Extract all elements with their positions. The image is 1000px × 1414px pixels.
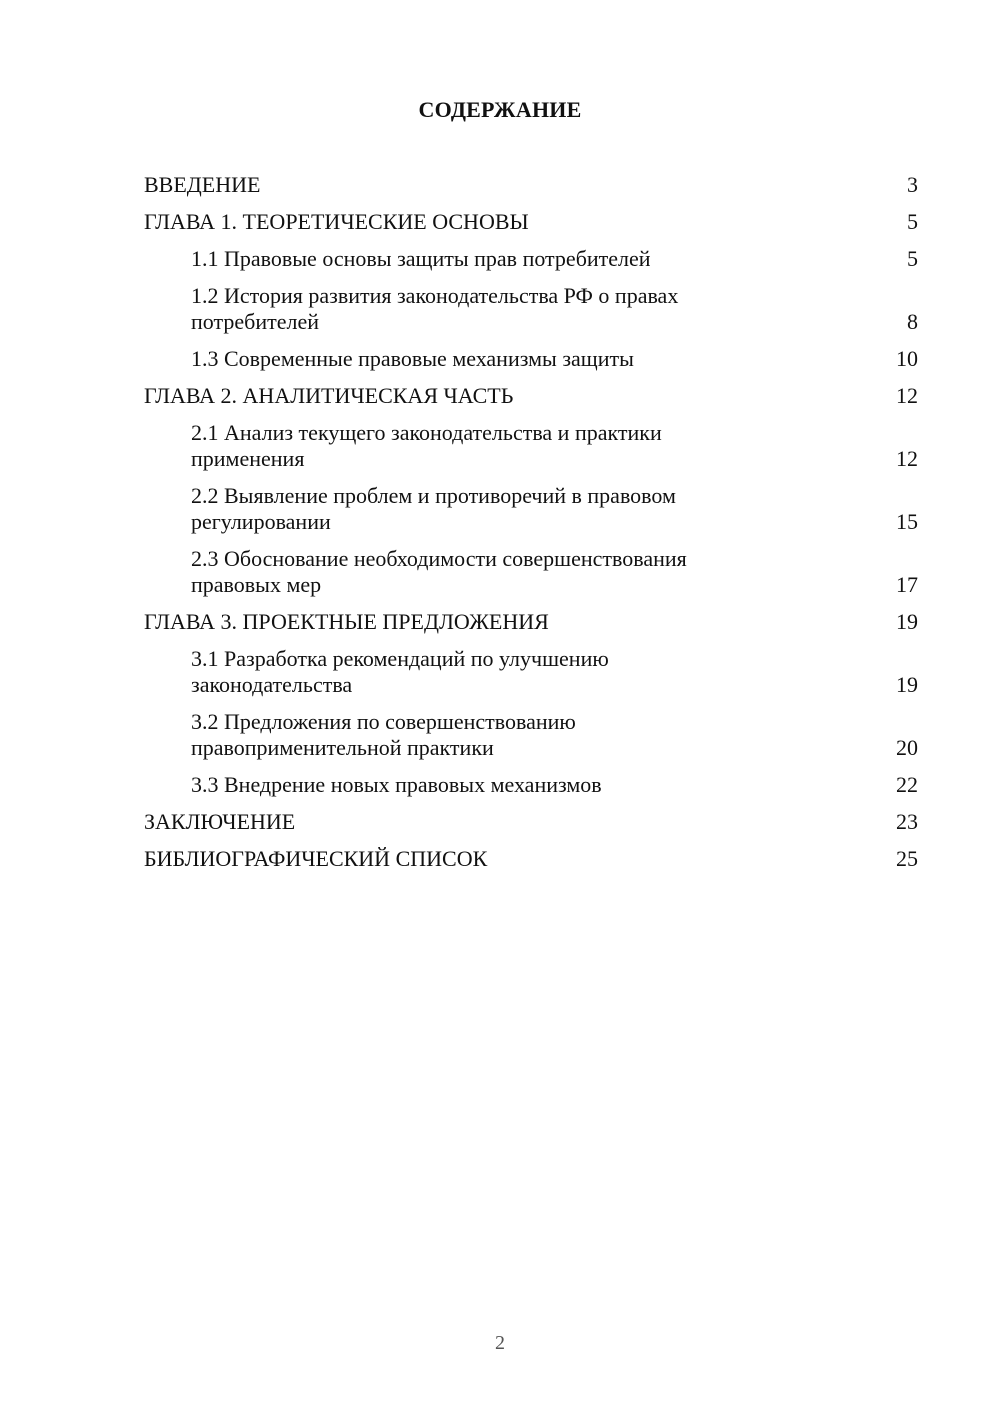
toc-entry-page: 5	[907, 209, 918, 234]
toc-section-entry	[144, 705, 918, 768]
toc-entry-title: 1.1 Правовые основы защиты прав потребителей	[191, 246, 651, 271]
toc-entry-title: 2.1 Анализ текущего законодательства и практики применения	[191, 420, 662, 471]
table-of-contents	[144, 168, 918, 879]
toc-entry-title: 3.1 Разработка рекомендаций по улучшению законодательства	[191, 646, 609, 697]
toc-entry-title: 3.2 Предложения по совершенствованию правоприменительной практики	[191, 709, 576, 760]
toc-entry-page: 3	[907, 172, 918, 197]
toc-chapter-entry	[144, 205, 918, 242]
toc-section-entry	[144, 416, 918, 479]
toc-entry-page: 5	[907, 246, 918, 271]
toc-chapter-entry	[144, 805, 918, 842]
toc-section-entry	[144, 279, 918, 342]
toc-entry-page: 19	[896, 672, 918, 697]
toc-entry-title: 1.2 История развития законодательства РФ о правах потребителей	[191, 283, 679, 334]
toc-entry-page: 20	[896, 735, 918, 760]
toc-chapter-entry	[144, 605, 918, 642]
toc-entry-title: ЗАКЛЮЧЕНИЕ	[144, 809, 296, 834]
toc-entry-page: 17	[896, 572, 918, 597]
toc-entry-page: 25	[896, 846, 918, 871]
toc-chapter-entry	[144, 842, 918, 879]
toc-entry-page: 10	[896, 346, 918, 371]
toc-entry-title: ГЛАВА 2. АНАЛИТИЧЕСКАЯ ЧАСТЬ	[144, 383, 514, 408]
toc-entry-title: ВВЕДЕНИЕ	[144, 172, 261, 197]
toc-entry-title: БИБЛИОГРАФИЧЕСКИЙ СПИСОК	[144, 846, 488, 871]
toc-entry-title: ГЛАВА 3. ПРОЕКТНЫЕ ПРЕДЛОЖЕНИЯ	[144, 609, 549, 634]
toc-chapter-entry	[144, 379, 918, 416]
toc-section-entry	[144, 479, 918, 542]
toc-chapter-entry	[144, 168, 918, 205]
toc-entry-title: ГЛАВА 1. ТЕОРЕТИЧЕСКИЕ ОСНОВЫ	[144, 209, 529, 234]
page-title: СОДЕРЖАНИЕ	[418, 97, 582, 122]
toc-entry-page: 12	[896, 446, 918, 471]
toc-section-entry	[144, 642, 918, 705]
page-number: 2	[495, 1332, 505, 1354]
toc-entry-page: 12	[896, 383, 918, 408]
toc-section-entry	[144, 342, 918, 379]
toc-entry-page: 15	[896, 509, 918, 534]
toc-entry-title: 2.2 Выявление проблем и противоречий в правовом регулировании	[191, 483, 676, 534]
toc-entry-page: 19	[896, 609, 918, 634]
toc-section-entry	[144, 768, 918, 805]
toc-entry-page: 8	[907, 309, 918, 334]
toc-entry-page: 22	[896, 772, 918, 797]
toc-section-entry	[144, 542, 918, 605]
toc-section-entry	[144, 242, 918, 279]
toc-entry-title: 2.3 Обоснование необходимости совершенствования правовых мер	[191, 546, 687, 597]
toc-entry-title: 3.3 Внедрение новых правовых механизмов	[191, 772, 602, 797]
toc-entry-page: 23	[896, 809, 918, 834]
toc-entry-title: 1.3 Современные правовые механизмы защиты	[191, 346, 634, 371]
